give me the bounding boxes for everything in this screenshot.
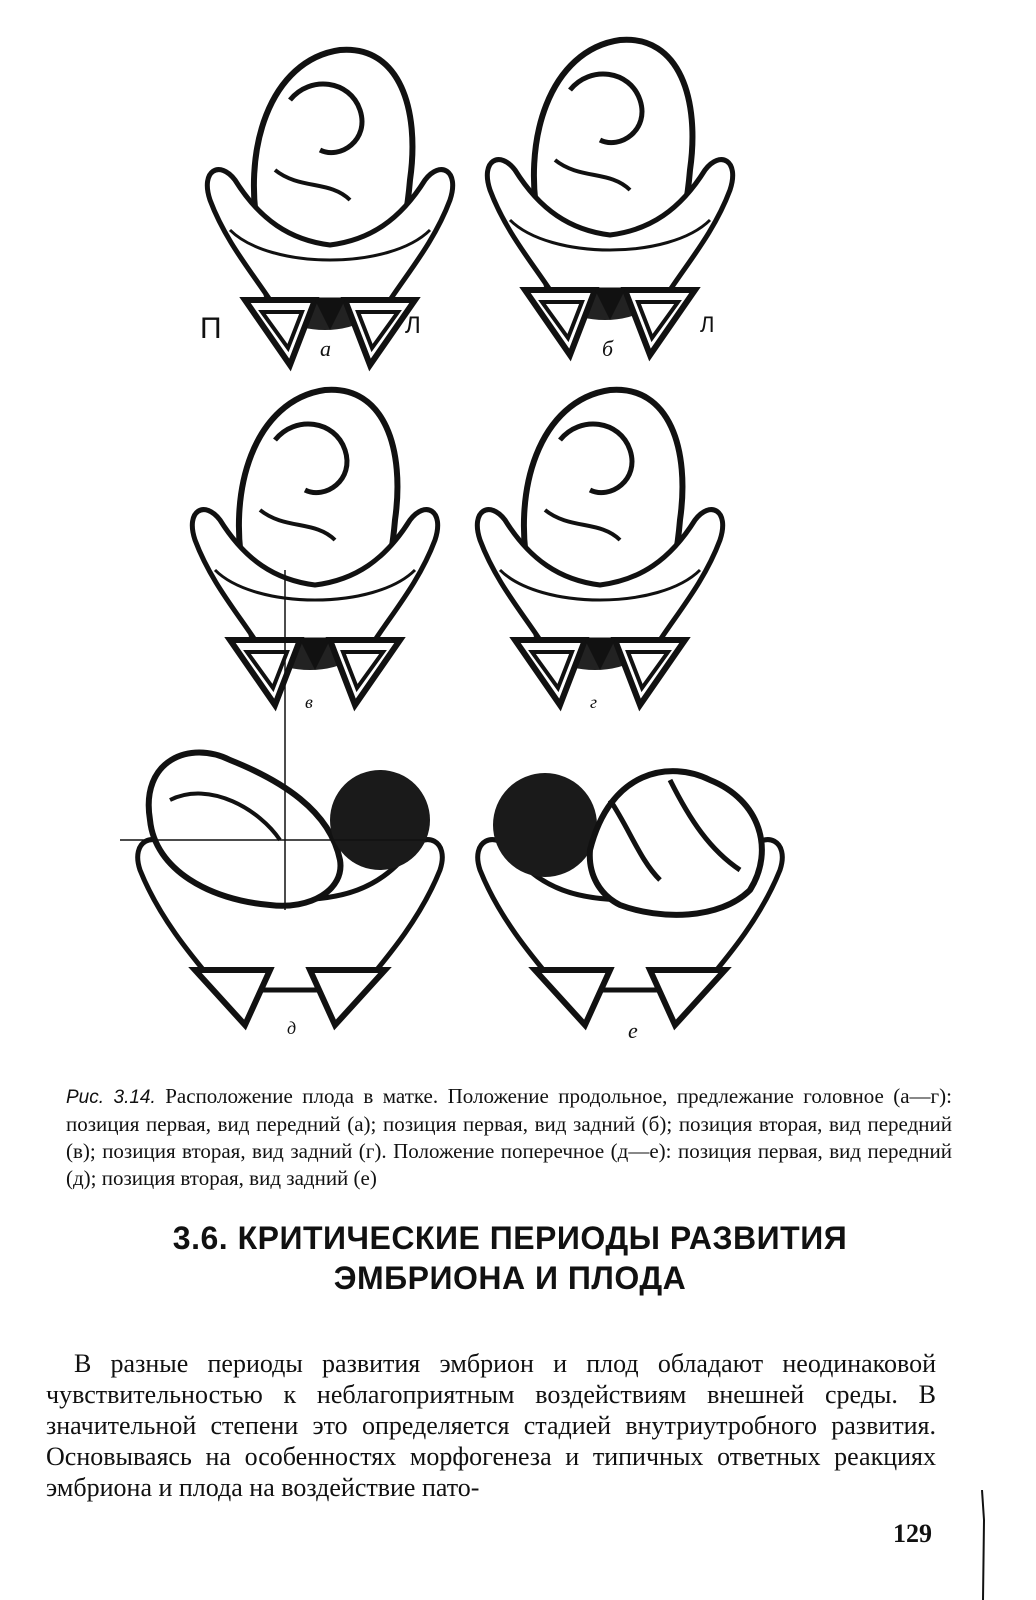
panel-label-b: б — [602, 336, 614, 361]
panel-e-illustration — [478, 771, 783, 1025]
side-label-left-b: Л — [700, 312, 715, 337]
panel-label-g: г — [590, 692, 598, 712]
caption-lead: Рис. 3.14. — [66, 1087, 156, 1108]
section-paragraph: В разные периоды развития эмбрион и плод обладают неодинаковой чувствительностью к неблагоприятным воздействиям внешней среды. В значительной степени это определяется стадией внутриутробного развития. Основываясь на особенностях морфогенеза и типичных ответных реакциях эмбриона и плода на воздействие пато- — [46, 1349, 936, 1502]
panel-b-illustration — [487, 40, 732, 355]
section-heading-line1: 3.6. КРИТИЧЕСКИЕ ПЕРИОДЫ РАЗВИТИЯ — [172, 1220, 848, 1256]
caption-text: Расположение плода в матке. Положение продольное, предлежание головное (а—г): позиция первая, вид передний (а); позиция первая, вид задний (б); позиция вторая, вид передний (в); позиция вторая, вид задний (г). Положение поперечное (д—е): позиция первая, вид передний (д); позиция вторая, вид задний (е) — [66, 1084, 952, 1190]
section-heading-line2: ЭМБРИОНА И ПЛОДА — [333, 1260, 687, 1296]
section-heading — [60, 1218, 960, 1298]
side-label-left-a: Л — [405, 312, 421, 339]
panel-label-v: в — [305, 692, 313, 712]
panel-label-e: е — [628, 1018, 638, 1043]
page-edge-mark — [980, 1490, 986, 1600]
figure-caption — [66, 1083, 952, 1192]
panel-label-a: а — [320, 336, 331, 361]
side-label-right: П — [200, 312, 222, 345]
page-number: 129 — [893, 1519, 932, 1548]
panel-v-illustration — [192, 390, 437, 705]
panel-label-d: д — [287, 1018, 297, 1038]
panel-g-illustration — [477, 390, 722, 705]
